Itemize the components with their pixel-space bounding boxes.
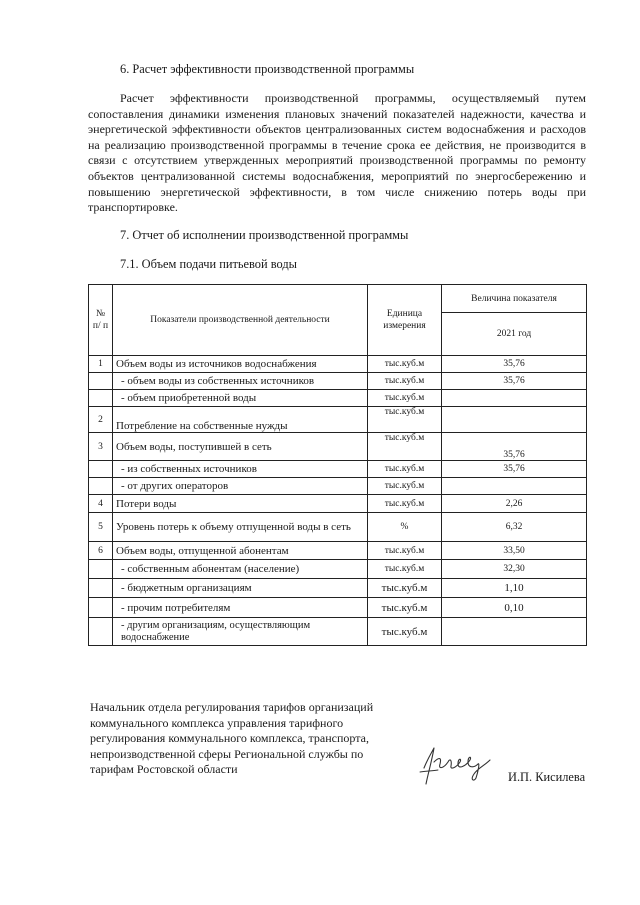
row-value: 33,50 [442,542,587,560]
table-row [89,513,587,542]
row-num: 6 [89,542,113,560]
table-row [89,373,587,390]
row-num [89,579,113,598]
row-value [442,390,587,407]
table-row [89,495,587,513]
table-row [89,390,587,407]
header-year: 2021 год [442,313,587,356]
row-indicator: - собственным абонентам (население) [113,560,368,579]
table-row [89,542,587,560]
row-unit: тыс.куб.м [368,598,442,618]
row-num [89,618,113,646]
row-indicator: - объем приобретенной воды [113,390,368,407]
row-num [89,560,113,579]
row-indicator: - из собственных источников [113,461,368,478]
row-num [89,461,113,478]
row-value [442,478,587,495]
table-row [89,461,587,478]
row-unit: тыс.куб.м [368,618,442,646]
water-supply-table [88,284,587,646]
row-unit: тыс.куб.м [368,542,442,560]
row-unit: тыс.куб.м [368,390,442,407]
table-row [89,356,587,373]
row-num [89,598,113,618]
row-value [442,407,587,433]
row-value: 32,30 [442,560,587,579]
table-row [89,579,587,598]
section-6-paragraph: Расчет эффективности производственной программы, осуществляемый путем сопоставления динамики изменения плановых значений показателей надежности, качества и энергетической эффективности объектов централизованных систем водоснабжения и расходов на реализацию производственной программы в течение срока ее действия, не производится в связи с отсутствием утвержденных мероприятий производственной программы по ремонту объектов централизованной системы водоснабжения, мероприятий по энергосбережению и повышению энергетической эффективности, в том числе снижению потерь воды при транспортировке. [88,91,586,215]
row-unit: тыс.куб.м [368,407,442,433]
header-indicator: Показатели производственной деятельности [113,285,368,356]
header-unit: Единица измерения [368,285,442,356]
handwritten-signature [418,738,502,790]
row-value: 1,10 [442,579,587,598]
signatory-name: И.П. Кисилева [508,770,586,784]
row-num [89,478,113,495]
table-row [89,560,587,579]
row-indicator: - бюджетным организациям [113,579,368,598]
row-indicator: Объем воды, поступившей в сеть [113,433,368,461]
row-indicator: Объем воды из источников водоснабжения [113,356,368,373]
row-indicator: Объем воды, отпущенной абонентам [113,542,368,560]
row-indicator: - другим организациям, осуществляющим водоснабжение [113,618,368,646]
row-value: 6,32 [442,513,587,542]
row-value: 35,76 [442,461,587,478]
header-value: Величина показателя [442,285,587,313]
row-num: 4 [89,495,113,513]
table-row [89,433,587,461]
header-num: № п/ п [89,285,113,356]
row-unit: тыс.куб.м [368,433,442,461]
row-num: 5 [89,513,113,542]
row-indicator: - от других операторов [113,478,368,495]
signatory-position: Начальник отдела регулирования тарифов организаций коммунального комплекса управления тарифного регулирования коммунального комплекса, транспорта, непроизводственной сферы Региональной службы по тарифам Ростовской области [90,700,374,777]
row-unit: тыс.куб.м [368,356,442,373]
row-unit: тыс.куб.м [368,373,442,390]
row-unit: тыс.куб.м [368,579,442,598]
section-7-title: 7. Отчет об исполнении производственной программы [120,228,409,242]
row-value [442,618,587,646]
row-num [89,390,113,407]
row-indicator: Уровень потерь к объему отпущенной воды в сеть [113,513,368,542]
table-row [89,478,587,495]
row-indicator: Потери воды [113,495,368,513]
row-value: 35,76 [442,433,587,461]
section-7-1-subtitle: 7.1. Объем подачи питьевой воды [120,257,297,271]
row-indicator: - прочим потребителям [113,598,368,618]
row-value: 35,76 [442,373,587,390]
row-indicator: - объем воды из собственных источников [113,373,368,390]
section-6-title: 6. Расчет эффективности производственной программы [120,62,415,76]
row-value: 0,10 [442,598,587,618]
row-unit: тыс.куб.м [368,495,442,513]
row-num: 3 [89,433,113,461]
table-row [89,618,587,646]
row-value: 2,26 [442,495,587,513]
row-num: 1 [89,356,113,373]
row-num: 2 [89,407,113,433]
row-num [89,373,113,390]
row-value: 35,76 [442,356,587,373]
row-unit: % [368,513,442,542]
row-indicator: Потребление на собственные нужды [113,407,368,433]
table-row [89,407,587,433]
table-row [89,598,587,618]
row-unit: тыс.куб.м [368,478,442,495]
row-unit: тыс.куб.м [368,461,442,478]
row-unit: тыс.куб.м [368,560,442,579]
